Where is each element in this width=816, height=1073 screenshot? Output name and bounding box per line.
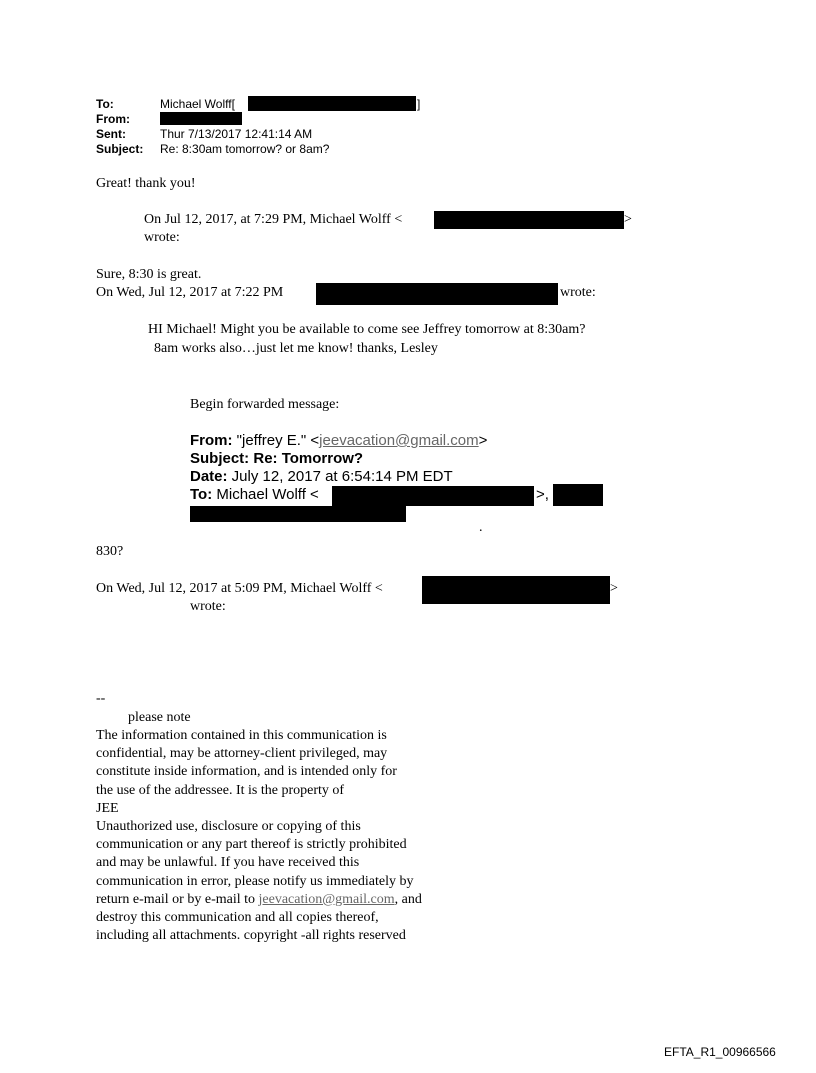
lesley-line-1: HI Michael! Might you be available to come see Jeffrey tomorrow at 8:30am? <box>148 322 586 337</box>
stray-dot: . <box>479 520 483 535</box>
fwd-subject-label: Subject: <box>190 450 250 467</box>
reply-line-830: 830? <box>96 544 124 559</box>
fwd-from-label: From: <box>190 432 233 449</box>
fwd-to-line <box>190 486 319 504</box>
return-line-end: , and <box>394 891 422 907</box>
redaction-quote1-email <box>434 211 624 229</box>
redaction-fwd-to-email <box>332 486 534 506</box>
fwd-to-close: >, <box>536 486 549 503</box>
redaction-quote3-email <box>422 576 610 604</box>
disclaimer-line: including all attachments. copyright -all rights reserved <box>96 928 406 944</box>
fwd-date-value: July 12, 2017 at 6:54:14 PM EDT <box>227 468 453 485</box>
fwd-to-label: To: <box>190 486 213 503</box>
quote3-wrote: wrote: <box>190 599 226 614</box>
forward-intro: Begin forwarded message: <box>190 397 340 412</box>
quote1-close: > <box>624 212 632 227</box>
quote2-wrote: wrote: <box>560 285 596 300</box>
subject-value: Re: 8:30am tomorrow? or 8am? <box>160 142 330 156</box>
fwd-from-line <box>190 432 487 450</box>
to-value: Michael Wolff[ <box>160 97 235 111</box>
header-sent-row <box>96 127 496 141</box>
redaction-quote2-sender <box>316 283 558 305</box>
return-line-text: return e-mail or by e-mail to <box>96 891 259 907</box>
fwd-subject-line <box>190 450 363 468</box>
fwd-to-value: Michael Wolff < <box>212 486 319 503</box>
signature-dashes: -- <box>96 691 106 706</box>
disclaimer-line: JEE <box>96 800 119 816</box>
disclaimer-line: communication or any part thereof is strictly prohibited <box>96 837 407 853</box>
reply-line-thanks: Great! thank you! <box>96 176 196 191</box>
redaction-to-address <box>248 96 416 111</box>
quote3-close: > <box>610 581 618 596</box>
to-label: To: <box>96 97 114 111</box>
sent-value: Thur 7/13/2017 12:41:14 AM <box>160 127 313 141</box>
lesley-line-2: 8am works also…just let me know! thanks, Lesley <box>154 341 438 356</box>
document-id: EFTA_R1_00966566 <box>664 1045 776 1059</box>
fwd-subject-value: Re: Tomorrow? <box>249 450 364 467</box>
redaction-fwd-to-extra <box>553 484 603 506</box>
fwd-date-line <box>190 468 453 486</box>
disclaimer-line: Unauthorized use, disclosure or copying of this <box>96 819 361 835</box>
signature-email-link[interactable]: jeevacation@gmail.com <box>258 891 395 907</box>
disclaimer-line: the use of the addressee. It is the property of <box>96 782 345 798</box>
disclaimer-line: confidential, may be attorney-client privileged, may <box>96 746 388 762</box>
header-from-row <box>96 112 496 126</box>
disclaimer-line: destroy this communication and all copies thereof, <box>96 910 379 926</box>
redaction-from-address <box>160 112 242 125</box>
disclaimer-line: communication in error, please notify us immediately by <box>96 873 414 889</box>
quote3-header-line: On Wed, Jul 12, 2017 at 5:09 PM, Michael Wolff < <box>96 581 383 596</box>
fwd-from-name: "jeffrey E." < <box>232 432 320 449</box>
to-close-bracket: ] <box>417 97 421 111</box>
signature-disclaimer <box>96 727 422 945</box>
disclaimer-return-line <box>96 891 422 909</box>
header-subject-row <box>96 142 496 156</box>
quote1-header-line <box>144 211 402 228</box>
fwd-date-label: Date: <box>190 468 228 485</box>
from-label: From: <box>96 112 130 126</box>
disclaimer-line: and may be unlawful. If you have received this <box>96 855 360 871</box>
fwd-from-close: > <box>478 432 488 449</box>
quote2-header-line: On Wed, Jul 12, 2017 at 7:22 PM <box>96 285 284 300</box>
fwd-from-email-link[interactable]: jeevacation@gmail.com <box>319 432 479 449</box>
sent-label: Sent: <box>96 127 126 141</box>
reply-line-sure: Sure, 8:30 is great. <box>96 267 202 282</box>
signature-please-note: please note <box>128 710 191 725</box>
disclaimer-line: The information contained in this communication is <box>96 728 387 743</box>
quote1-wrote: wrote: <box>144 230 180 245</box>
redaction-fwd-to-second-line <box>190 506 406 522</box>
subject-label: Subject: <box>96 142 144 156</box>
disclaimer-line: constitute inside information, and is intended only for <box>96 764 397 780</box>
quote1-text: On Jul 12, 2017, at 7:29 PM, Michael Wolff < <box>144 212 403 227</box>
